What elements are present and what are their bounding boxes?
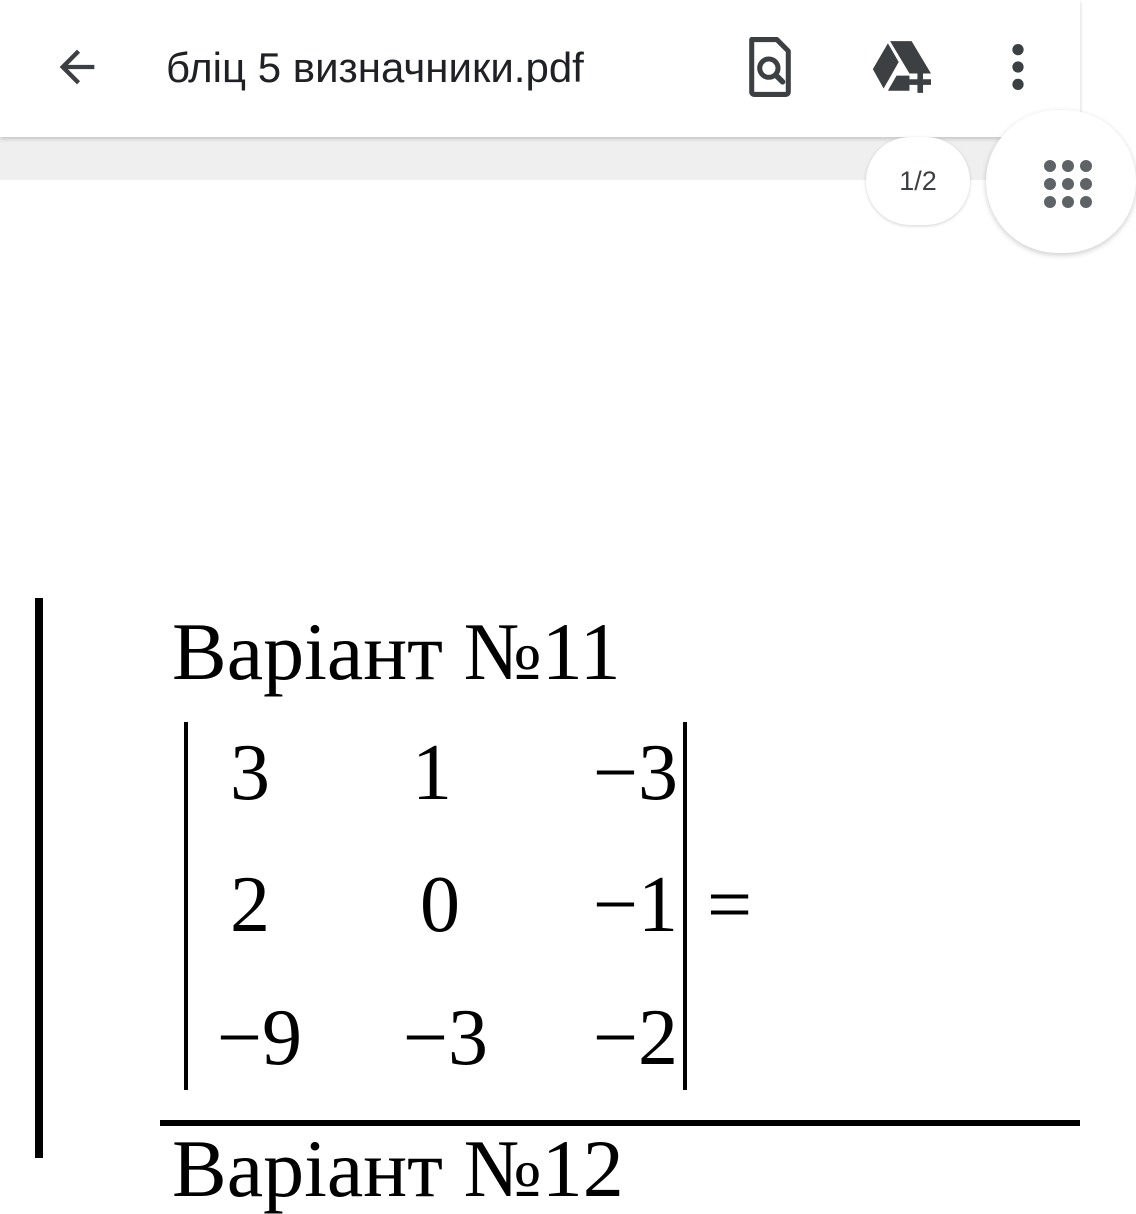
table-border-left (35, 598, 43, 1158)
document-title: бліц 5 визначники.pdf (166, 44, 584, 91)
matrix-cell: −3 (402, 994, 488, 1082)
next-variant-title (172, 1123, 624, 1214)
app-toolbar (0, 0, 1080, 137)
arrow-back-icon (51, 41, 103, 93)
add-to-drive-icon (870, 39, 936, 95)
matrix-cell: −2 (592, 994, 678, 1082)
find-in-page-button[interactable] (730, 27, 810, 107)
back-button[interactable] (37, 27, 117, 107)
find-in-page-icon (742, 35, 798, 99)
more-vert-icon (1008, 41, 1028, 93)
page-indicator: 1/2 (866, 137, 970, 225)
matrix-cell: 1 (412, 729, 452, 817)
add-to-drive-button[interactable] (863, 27, 943, 107)
next-variant-title-text: Варіант №12 (172, 1123, 624, 1214)
page-grid-button[interactable] (986, 110, 1136, 253)
determinant-bar-right (683, 722, 687, 1090)
variant-title: Варіант №11 (172, 606, 621, 697)
matrix-cell: −9 (216, 994, 302, 1082)
matrix-cell: 0 (420, 861, 460, 949)
matrix-cell: −1 (592, 861, 678, 949)
more-options-button[interactable] (978, 27, 1058, 107)
page-grid-icon (1044, 160, 1092, 208)
matrix-cell: 2 (230, 861, 270, 949)
equals-sign: = (707, 861, 753, 949)
matrix-cell: −3 (592, 729, 678, 817)
matrix-cell: 3 (230, 729, 270, 817)
